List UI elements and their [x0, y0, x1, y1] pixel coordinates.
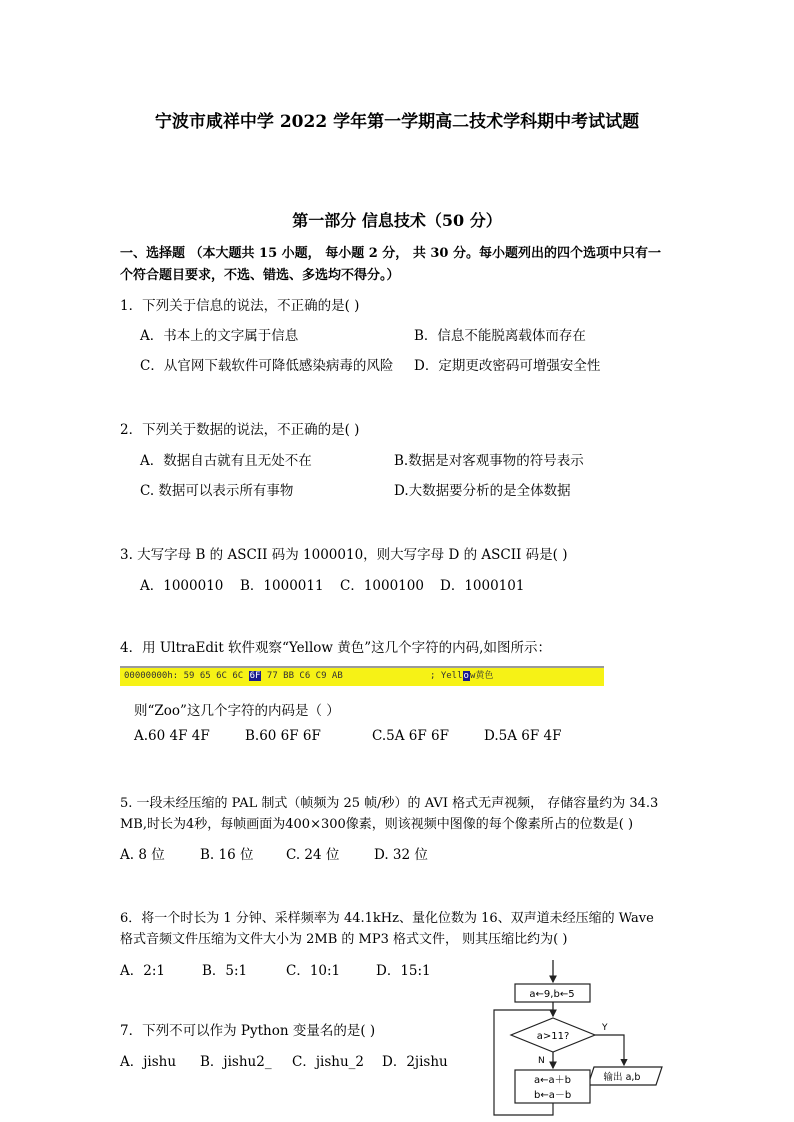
q3-stem: 3. 大写字母 B 的 ASCII 码为 1000010，则大写字母 D 的 ASCII 码是( )	[120, 547, 568, 563]
q1-option-b: B．信息不能脱离载体而存在	[414, 328, 586, 344]
q3-option-b: B．1000011	[240, 578, 324, 594]
q6-stem-line1: 6．将一个时长为 1 分钟、采样频率为 44.1kHz、量化位数为 16、双声道未经压缩的 Wave	[120, 911, 654, 926]
section-instructions-line2: 个符合题目要求，不选、错选、多选均不得分。）	[120, 268, 400, 283]
part-heading: 第一部分 信息技术（50 分）	[292, 211, 502, 230]
section-instructions-line1: 一、选择题 （本大题共 15 小题， 每小题 2 分， 共 30 分。每小题列出的四个选项中只有一	[120, 246, 661, 261]
q3-option-c: C．1000100	[340, 578, 424, 594]
hex-suffix: 77 BB C6 C9 AB	[266, 671, 343, 681]
text-suffix: w黄色	[469, 671, 494, 681]
q1-option-a: A．书本上的文字属于信息	[140, 328, 299, 344]
q4-option-a: A.60 4F 4F	[134, 728, 210, 744]
flow-init-text: a←9,b←5	[529, 989, 575, 1000]
q2-stem: 2．下列关于数据的说法，不正确的是( )	[120, 422, 360, 438]
q2-option-b: B.数据是对客观事物的符号表示	[394, 453, 584, 469]
text-highlight: o	[463, 671, 469, 681]
text-prefix: ; Yell	[430, 671, 463, 681]
q5-option-a: A. 8 位	[120, 847, 165, 863]
q3-option-a: A．1000010	[140, 578, 224, 594]
hex-highlight: 6F	[249, 671, 261, 681]
q3-option-d: D．1000101	[440, 578, 525, 594]
q7-option-c: C．jishu_2	[292, 1054, 364, 1070]
q5-option-b: B. 16 位	[200, 847, 254, 863]
q1-option-c: C．从官网下载软件可降低感染病毒的风险	[140, 358, 394, 374]
q5-stem-line2: MB,时长为4秒，每帧画面为400×300像素，则该视频中图像的每个像素所占的位数是( )	[120, 817, 634, 832]
q6-option-a: A．2:1	[120, 963, 165, 979]
flow-process-line1: a←a＋b	[534, 1075, 571, 1086]
q7-option-d: D．2jishu	[382, 1054, 448, 1070]
q7-option-a: A．jishu	[120, 1054, 177, 1070]
q4-follow-up: 则“Zoo”这几个字符的内码是（ ）	[134, 703, 340, 719]
q5-option-c: C. 24 位	[286, 847, 340, 863]
q4-option-d: D.5A 6F 4F	[484, 728, 562, 744]
flow-yes-label: Y	[602, 1023, 608, 1033]
flowchart	[484, 955, 664, 1122]
flow-no-label: N	[538, 1056, 545, 1066]
q1-option-d: D．定期更改密码可增强安全性	[414, 358, 601, 374]
q5-option-d: D. 32 位	[374, 847, 428, 863]
q4-option-c: C.5A 6F 6F	[372, 728, 449, 744]
exam-title: 宁波市咸祥中学 2022 学年第一学期高二技术学科期中考试试题	[154, 112, 640, 132]
q6-option-c: C．10:1	[286, 963, 341, 979]
q6-option-d: D．15:1	[376, 963, 431, 979]
hex-prefix: 00000000h: 59 65 6C 6C	[124, 671, 244, 681]
q4-stem: 4．用 UltraEdit 软件观察“Yellow 黄色”这几个字符的内码,如图所示：	[120, 640, 551, 656]
q7-stem: 7．下列不可以作为 Python 变量名的是( )	[120, 1023, 376, 1039]
q1-stem: 1．下列关于信息的说法，不正确的是( )	[120, 298, 360, 314]
flow-process-line2: b←a－b	[534, 1090, 572, 1101]
q6-stem-line2: 格式音频文件压缩为文件大小为 2MB 的 MP3 格式文件， 则其压缩比约为( )	[120, 932, 568, 947]
flow-output-text: 输出 a,b	[603, 1072, 641, 1083]
ultraedit-hex-strip	[120, 666, 604, 686]
q7-option-b: B．jishu2_	[200, 1054, 272, 1070]
q2-option-a: A．数据自古就有且无处不在	[140, 453, 312, 469]
q4-option-b: B.60 6F 6F	[245, 728, 321, 744]
q6-option-b: B．5:1	[202, 963, 248, 979]
q5-stem-line1: 5. 一段未经压缩的 PAL 制式（帧频为 25 帧/秒）的 AVI 格式无声视频， 存储容量约为 34.3	[120, 796, 659, 811]
flow-decision-text: a>11?	[536, 1031, 570, 1042]
q2-option-d: D.大数据要分析的是全体数据	[394, 483, 571, 499]
q2-option-c: C. 数据可以表示所有事物	[140, 483, 294, 499]
flow-arrow-yes	[595, 1035, 624, 1065]
